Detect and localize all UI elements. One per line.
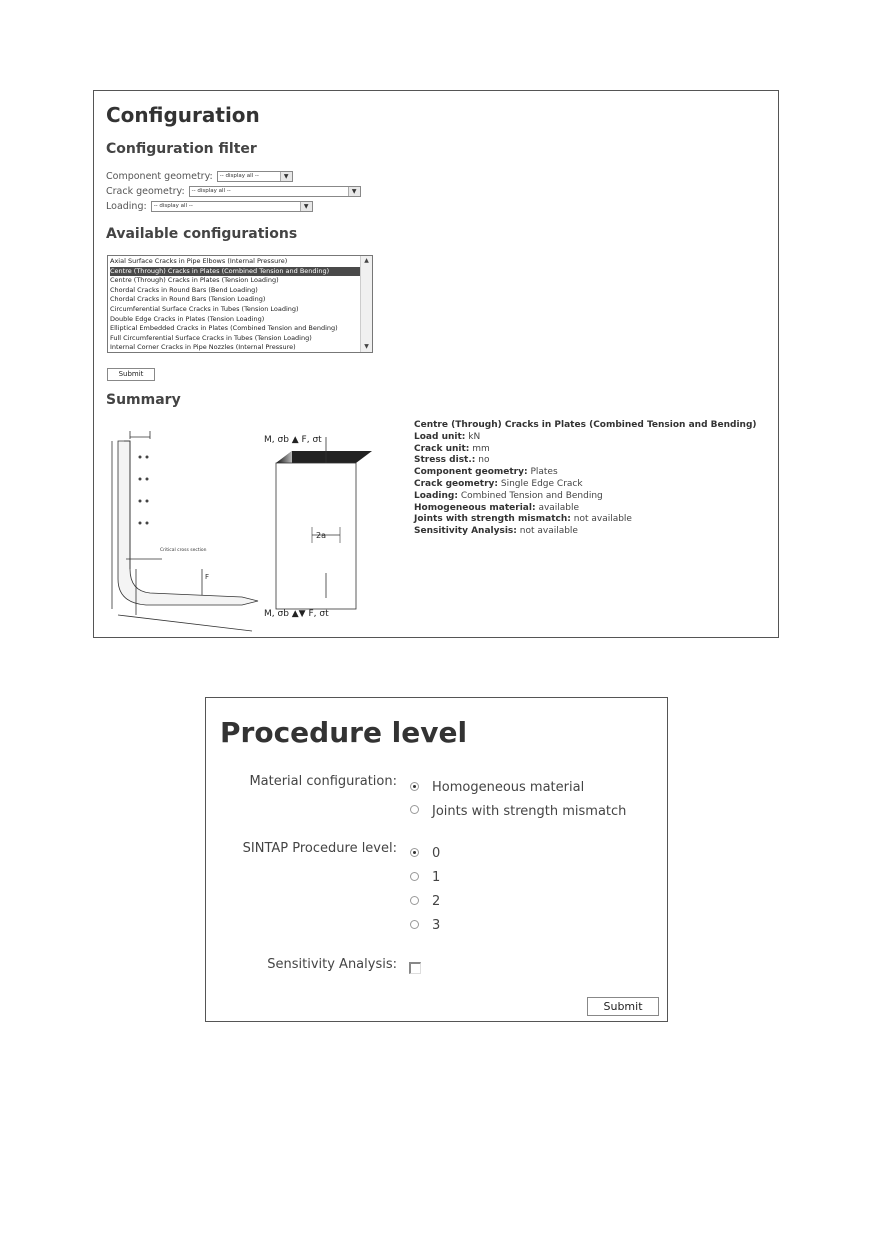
list-item[interactable]: Circumferential Surface Cracks in Tubes (Tension Loading) (110, 304, 299, 313)
component-geometry-select[interactable] (217, 171, 293, 182)
loading-value: -- display all -- (153, 203, 193, 209)
force-label: F (205, 573, 210, 581)
component-geometry-label: Component geometry: (106, 171, 213, 182)
component-filter-row (106, 170, 293, 183)
procedure-panel (205, 697, 668, 1022)
chevron-down-icon: ▼ (348, 187, 360, 196)
summary-row (414, 479, 757, 491)
filter-heading: Configuration filter (106, 141, 257, 157)
summary-value: Combined Tension and Bending (460, 490, 603, 501)
summary-value: Single Edge Crack (500, 478, 583, 489)
summary-details (414, 420, 757, 538)
level-option-0[interactable]: 0 (432, 846, 441, 861)
material-config-label: Material configuration: (249, 774, 397, 789)
summary-row (414, 455, 757, 467)
loading-label: Loading: (106, 201, 147, 212)
configuration-submit-button[interactable]: Submit (107, 368, 155, 381)
summary-row (414, 491, 757, 503)
summary-value: not available (573, 514, 632, 525)
material-radio-homogeneous[interactable] (410, 782, 419, 791)
crack-length-label: 2a (316, 531, 326, 540)
bracket-diagram (102, 419, 262, 639)
summary-value: mm (472, 443, 490, 454)
configurations-list (108, 256, 372, 353)
summary-key: Homogeneous material: (414, 502, 536, 513)
loading-filter-row (106, 200, 313, 213)
level-radio-0[interactable] (410, 848, 419, 857)
crack-geometry-select[interactable] (189, 186, 361, 197)
level-radio-3[interactable] (410, 920, 419, 929)
summary-value: kN (468, 431, 481, 442)
summary-key: Loading: (414, 490, 458, 501)
chevron-down-icon: ▼ (300, 202, 312, 211)
top-load-label: M, σb ▲ F, σt (264, 435, 322, 445)
summary-rows (414, 432, 757, 538)
crack-filter-row (106, 185, 361, 198)
level-option-1[interactable]: 1 (432, 870, 441, 885)
summary-heading: Summary (106, 392, 181, 408)
list-item[interactable]: Chordal Cracks in Round Bars (Tension Loading) (110, 295, 266, 304)
list-item[interactable]: Elliptical Embedded Cracks in Plates (Combined Tension and Bending) (110, 324, 338, 333)
configuration-panel (93, 90, 779, 638)
configurations-listbox[interactable] (107, 255, 373, 353)
sensitivity-label: Sensitivity Analysis: (267, 957, 397, 972)
list-item[interactable]: Centre (Through) Cracks in Plates (Combined Tension and Bending) (110, 267, 360, 277)
list-item[interactable]: Axial Surface Cracks in Pipe Elbows (Internal Pressure) (110, 257, 288, 265)
sensitivity-checkbox[interactable] (409, 962, 421, 974)
summary-key: Load unit: (414, 431, 466, 442)
summary-key: Crack unit: (414, 443, 470, 454)
summary-value: no (478, 455, 490, 466)
summary-row (414, 514, 757, 526)
list-item[interactable]: Chordal Cracks in Round Bars (Bend Loading) (110, 285, 258, 294)
summary-row (414, 467, 757, 479)
listbox-scrollbar[interactable] (360, 256, 372, 352)
level-option-2[interactable]: 2 (432, 894, 441, 909)
summary-row (414, 526, 757, 538)
plate-diagram (262, 423, 382, 628)
component-geometry-value: -- display all -- (219, 173, 259, 179)
summary-value: available (538, 502, 580, 513)
crack-geometry-label: Crack geometry: (106, 186, 185, 197)
summary-key: Joints with strength mismatch: (414, 514, 571, 525)
procedure-submit-button[interactable]: Submit (587, 997, 659, 1016)
page-title: Configuration (106, 103, 260, 127)
available-heading: Available configurations (106, 226, 298, 242)
level-radio-2[interactable] (410, 896, 419, 905)
level-radio-1[interactable] (410, 872, 419, 881)
summary-key: Stress dist.: (414, 455, 476, 466)
summary-value: not available (519, 526, 578, 537)
list-item[interactable]: Double Edge Cracks in Plates (Tension Loading) (110, 314, 265, 323)
list-item[interactable]: Centre (Through) Cracks in Plates (Tension Loading) (110, 276, 279, 285)
crack-geometry-value: -- display all -- (191, 188, 231, 194)
summary-key: Crack geometry: (414, 478, 498, 489)
list-item[interactable]: Internal Corner Cracks in Pipe Nozzles (Internal Pressure) (110, 343, 296, 352)
summary-row (414, 503, 757, 515)
material-option-mismatch[interactable]: Joints with strength mismatch (432, 804, 627, 819)
procedure-title: Procedure level (220, 716, 468, 749)
scroll-down-icon[interactable]: ▼ (364, 343, 369, 350)
material-option-homogeneous[interactable]: Homogeneous material (432, 780, 585, 795)
summary-key: Component geometry: (414, 467, 528, 478)
material-radio-mismatch[interactable] (410, 805, 419, 814)
summary-title: Centre (Through) Cracks in Plates (Combined Tension and Bending) (414, 420, 757, 430)
summary-key: Sensitivity Analysis: (414, 526, 517, 537)
bottom-load-label: M, σb ▲▼ F, σt (264, 609, 329, 619)
level-option-3[interactable]: 3 (432, 918, 441, 933)
loading-select[interactable] (151, 201, 313, 212)
list-item[interactable]: Full Circumferential Surface Cracks in Tubes (Tension Loading) (110, 333, 312, 342)
scroll-up-icon[interactable]: ▲ (364, 257, 369, 264)
summary-value: Plates (530, 467, 558, 478)
procedure-level-label: SINTAP Procedure level: (242, 841, 397, 856)
chevron-down-icon: ▼ (280, 172, 292, 181)
summary-row (414, 432, 757, 444)
critical-section-label: Critical cross section (160, 548, 207, 553)
summary-row (414, 444, 757, 456)
